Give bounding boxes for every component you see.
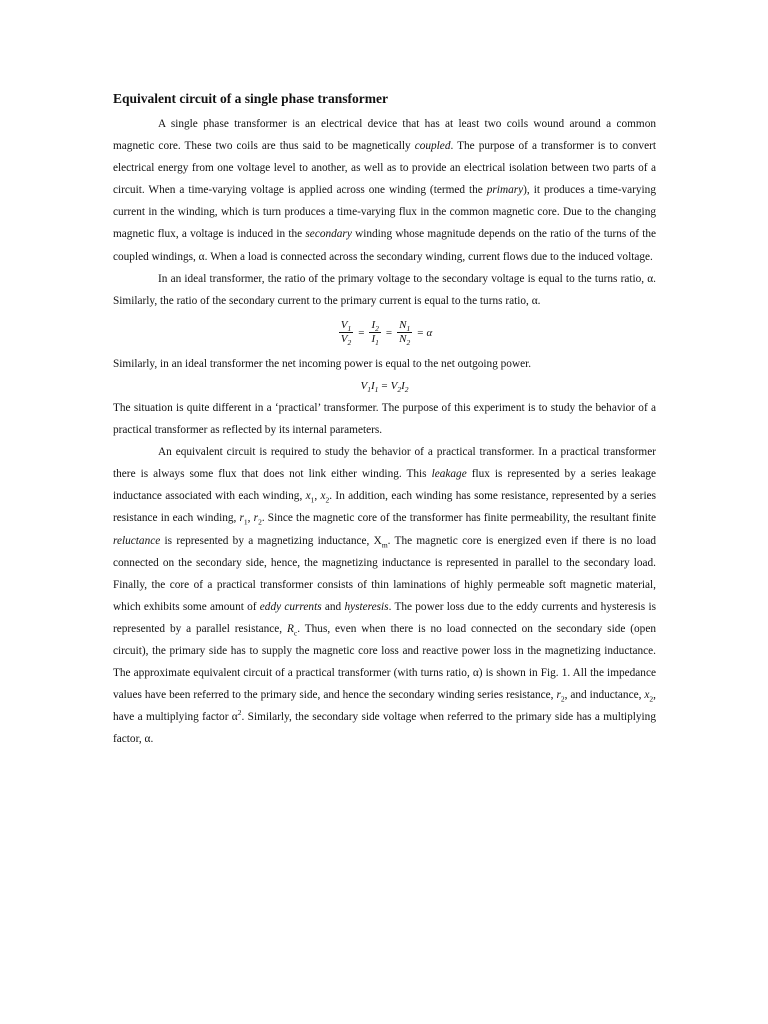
term-secondary: secondary: [305, 228, 352, 241]
symbol: V: [340, 333, 348, 346]
subscript: 1: [243, 517, 248, 527]
symbol: I: [371, 333, 376, 346]
symbol-r: R: [287, 622, 294, 635]
paragraph-practical: The situation is quite different in a ‘practical’ transformer. The purpose of this experiment is to study the behavior of a practical transformer as reflected by its internal parameters.: [113, 401, 656, 437]
text: , have a multiplying factor α: [113, 689, 656, 724]
equals-sign: =: [385, 326, 393, 339]
equation-turns-ratio: [113, 313, 656, 353]
symbol-r: r: [239, 512, 244, 525]
symbol-x: x: [305, 490, 311, 503]
symbol: I: [370, 379, 375, 392]
text: ), it produces a time-varying current in the winding, which is turn produces a time-varying flux in the common magnetic core. Due to the changing magnetic flux, a voltage is induced in the: [113, 184, 656, 241]
text: A single phase transformer is an electrical device that has at least two coils wound around a common magnetic core. These two coils are thus said to be magnetically: [113, 118, 656, 153]
document-title: Equivalent circuit of a single phase transformer: [113, 91, 388, 106]
term-coupled: coupled: [414, 140, 451, 153]
symbol: V: [390, 379, 398, 392]
separator: ,: [247, 512, 254, 525]
symbol: V: [340, 319, 348, 332]
alpha-symbol: α: [426, 326, 433, 339]
symbol-x: x: [320, 490, 326, 503]
text: is represented by a magnetizing inductance, X: [160, 534, 382, 547]
paragraph-equivalent-circuit: [113, 441, 656, 750]
equals-sign: =: [381, 379, 388, 392]
subscript: 2: [347, 338, 352, 348]
subscript: 2: [560, 694, 565, 704]
text: flux is represented by a series leakage inductance associated with each winding,: [113, 468, 656, 503]
equals-sign: =: [417, 326, 424, 339]
superscript: 2: [237, 708, 242, 718]
text: winding whose magnitude depends on the ratio of the turns of the coupled windings, α. When a load is connected across the secondary winding, current flows due to the induced voltage.: [113, 228, 656, 263]
fraction-voltage: [339, 319, 353, 346]
text: and: [321, 600, 345, 613]
equation-power-balance: [113, 375, 656, 397]
text: . Since the magnetic core of the transformer has finite permeability, the resultant finite: [261, 512, 656, 525]
text: . In addition, each winding has some resistance, represented by a series resistance in each winding,: [113, 490, 656, 525]
symbol: N: [399, 319, 407, 332]
symbol: I: [401, 379, 405, 392]
subscript: 2: [397, 385, 402, 395]
text: . The magnetic core is energized even if there is no load connected on the secondary side, hence, the magnetizing inductance is represented in parallel to the secondary load. Finally, the core of a practical transformer consists of thin laminations of highly permeable soft magnetic material, which exhibits some amount of: [113, 534, 656, 613]
paragraph-ideal-ratio: In an ideal transformer, the ratio of the primary voltage to the secondary voltage is equal to the turns ratio, α. Similarly, the ratio of the secondary current to the primary current is equal to the turns ratio, α.: [113, 272, 656, 307]
symbol-r: r: [556, 689, 561, 702]
subscript: 1: [406, 324, 411, 334]
subscript: m: [381, 539, 388, 549]
term-eddy-currents: eddy currents: [259, 600, 322, 613]
text: . The purpose of a transformer is to convert electrical energy from one voltage level to another, as well as to provide an electrical isolation between two parts of a circuit. When a time-varying voltage is applied across one winding (termed the: [113, 140, 656, 197]
paragraph-ideal-power: Similarly, in an ideal transformer the net incoming power is equal to the net outgoing power.: [113, 357, 532, 370]
symbol: V: [360, 379, 368, 392]
text: , and inductance,: [564, 689, 645, 702]
subscript: 1: [374, 385, 379, 395]
subscript: 1: [367, 385, 371, 395]
subscript: c: [293, 628, 298, 638]
subscript: 2: [406, 338, 411, 348]
symbol: N: [399, 333, 407, 346]
subscript: 2: [649, 694, 654, 704]
symbol-r: r: [253, 512, 259, 525]
symbol-x: x: [644, 689, 650, 702]
text: . Thus, even when there is no load connected on the secondary side (open circuit), the primary side has to supply the magnetic core loss and reactive power loss in the magnetizing inductance. The approximate equivalent circuit of a practical transformer (with turns ratio, α) is shown in Fig. 1. All the impedance values have been referred to the primary side, and hence the secondary winding series resistance,: [113, 622, 656, 702]
subscript: 1: [375, 338, 379, 348]
text: . The power loss due to the eddy currents and hysteresis is represented by a parallel resistance,: [113, 600, 656, 635]
symbol: I: [371, 319, 376, 332]
separator: ,: [314, 490, 321, 503]
fraction-current: [369, 319, 380, 346]
equals-sign: =: [358, 326, 365, 339]
paragraph-intro: [113, 113, 656, 268]
subscript: 2: [404, 385, 409, 395]
subscript: 1: [347, 324, 352, 334]
subscript: 2: [258, 517, 262, 527]
term-leakage: leakage: [431, 468, 467, 481]
text: An equivalent circuit is required to study the behavior of a practical transformer. In a practical transformer there is always some flux that does not link either winding. This: [113, 446, 656, 481]
subscript: 2: [375, 324, 379, 334]
term-hysteresis: hysteresis: [344, 600, 389, 613]
fraction-turns: [397, 319, 412, 346]
text: . Similarly, the secondary side voltage when referred to the primary side has a multiplying factor, α.: [113, 711, 656, 746]
subscript: 2: [325, 495, 330, 505]
term-primary: primary: [486, 184, 524, 197]
document-page: [113, 90, 656, 750]
subscript: 1: [310, 495, 315, 505]
term-reluctance: reluctance: [113, 534, 161, 547]
